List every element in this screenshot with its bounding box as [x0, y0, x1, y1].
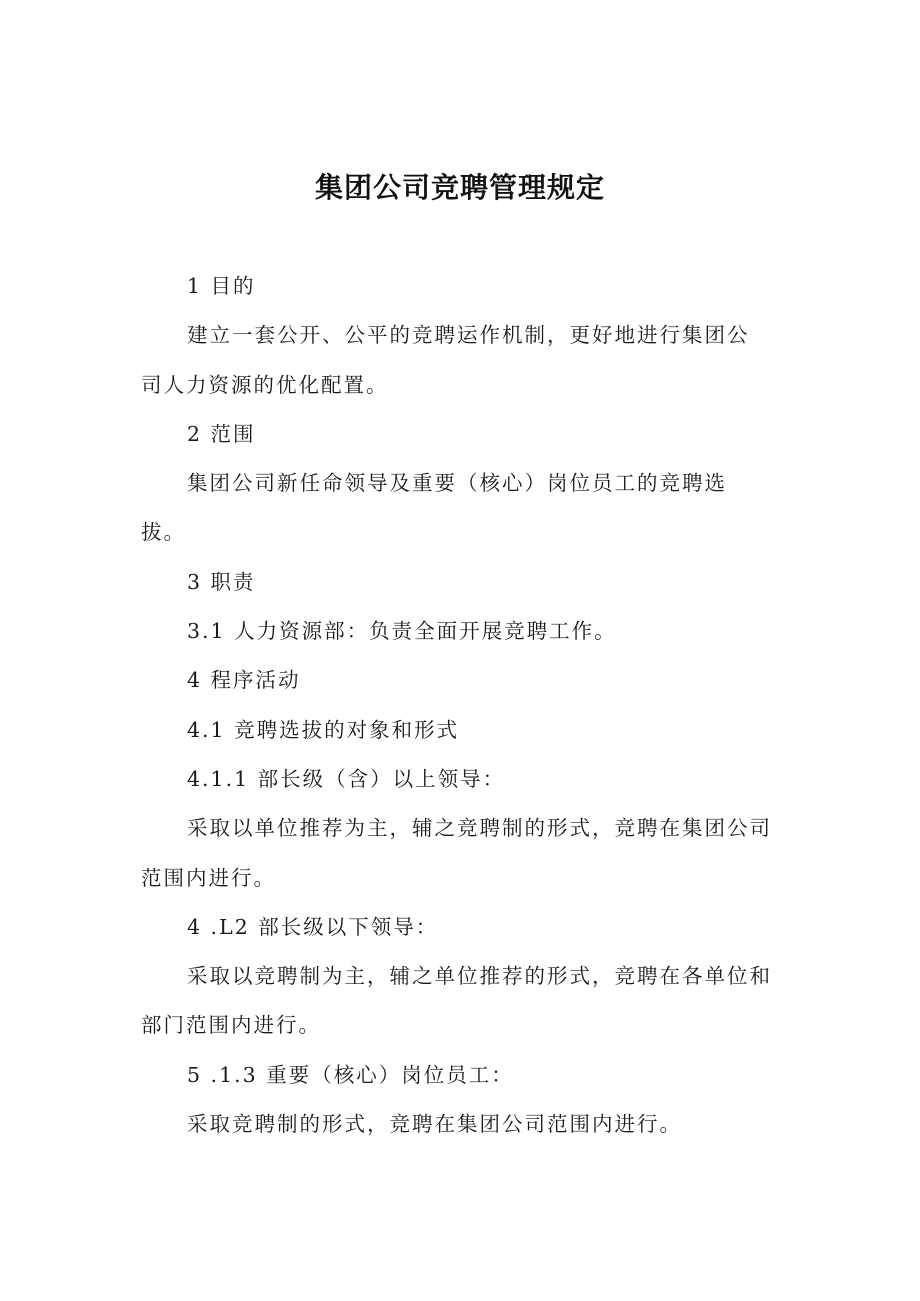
subsection-heading: 4.1 竞聘选拔的对象和形式 [187, 717, 460, 742]
paragraph-line: 建立一套公开、公平的竞聘运作机制，更好地进行集团公 [187, 323, 750, 348]
subsection-heading: 4.1.1 部长级（含）以上领导： [187, 766, 506, 791]
paragraph-line: 集团公司新任命领导及重要（核心）岗位员工的竞聘选 [187, 471, 727, 496]
paragraph-line: 采取以单位推荐为主，辅之竞聘制的形式，竞聘在集团公司 [187, 816, 772, 841]
paragraph-line: 采取以竞聘制为主，辅之单位推荐的形式，竞聘在各单位和 [187, 964, 772, 989]
section-heading-responsibilities: 3 职责 [187, 569, 256, 594]
paragraph-line: 拔。 [141, 520, 186, 545]
subsection-heading: 5 .1.3 重要（核心）岗位员工： [187, 1062, 514, 1087]
document-title: 集团公司竞聘管理规定 [314, 171, 605, 204]
paragraph-line: 范围内进行。 [141, 865, 276, 890]
paragraph-line: 部门范围内进行。 [141, 1013, 321, 1038]
section-heading-procedures: 4 程序活动 [187, 668, 301, 693]
paragraph-line: 3.1 人力资源部：负责全面开展竞聘工作。 [187, 619, 617, 644]
subsection-heading: 4 .L2 部长级以下领导： [187, 914, 439, 939]
paragraph-line: 采取竞聘制的形式，竞聘在集团公司范围内进行。 [187, 1112, 682, 1137]
section-heading-scope: 2 范围 [187, 421, 256, 446]
paragraph-line: 司人力资源的优化配置。 [141, 372, 389, 397]
section-heading-purpose: 1 目的 [187, 274, 256, 298]
document-body [141, 262, 781, 1149]
